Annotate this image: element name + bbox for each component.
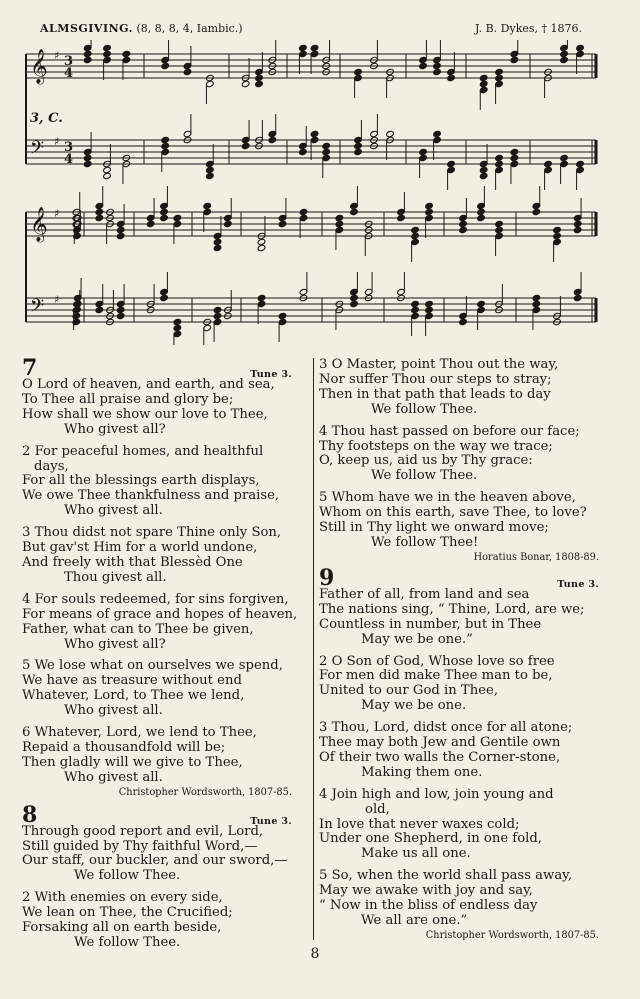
note-head [122,50,131,57]
verse-line: 3 Thou, Lord, didst once for all atone; [319,720,573,736]
note-head [397,214,406,221]
note-head [173,214,182,221]
note-head [459,318,468,325]
verse-line: old, [365,801,390,817]
stanza [319,491,599,551]
verse-line: Of their two walls the Corner-stone, [319,749,561,765]
note-head [532,208,541,215]
verse-line: “ Now in the bliss of endless day [319,898,538,914]
hymn-8 [22,801,292,951]
hymn-9 [319,564,599,942]
note-head [477,300,486,307]
verse-line: For all the blessings earth displays, [22,473,260,489]
note-head [433,62,442,69]
bass-clef: 𝄢 [30,296,45,321]
stanza [319,788,599,863]
verse-line: How shall we show our love to Thee, [22,406,268,422]
stanza [319,358,599,418]
hymn-number: 8 [22,801,38,828]
note-head [161,142,170,149]
stanza [22,726,292,786]
note-head [146,220,155,227]
note-head [576,44,585,51]
note-head [354,148,363,155]
verse-line: For men did make Thee man to be, [319,668,553,684]
verse-line: O Lord of heaven, and earth, and sea, [22,377,275,392]
note-head [553,232,562,239]
note-head [103,50,112,57]
note-head [255,80,264,87]
refrain-line: May we be one.” [361,631,473,647]
treble-clef: 𝄞 [30,207,48,242]
verse-line: Whom on this earth, save Thee, to love? [319,505,587,521]
verse-line: We lean on Thee, the Crucified; [22,905,233,921]
note-head [103,172,112,179]
note-head [173,318,182,325]
verse-line: 4 Join high and low, join young and [319,786,554,802]
note-head [213,306,222,313]
treble-clef: 𝄞 [30,49,48,84]
verse-line: 5 Whom have we in the heaven above, [319,490,576,506]
column-divider [313,358,314,940]
note-head [350,294,359,301]
note-head [553,226,562,233]
note-head [477,208,486,215]
hymn-number: 9 [319,564,335,591]
note-head [206,172,215,179]
note-head [354,68,363,75]
note-head [350,300,359,307]
note-head [411,306,420,313]
verse-line: Still in Thy light we onward move; [319,520,549,536]
tune-name: ALMSGIVING. [40,22,133,35]
note-head [83,50,92,57]
note-head [560,154,569,161]
note-head [447,74,456,81]
verse-line: 2 For peaceful homes, and healthful [22,443,264,459]
verse-line: O, keep us, aid us by Thy grace: [319,453,533,469]
note-head [173,324,182,331]
key-sharp: ♯ [54,49,60,62]
music-score [24,40,600,345]
verse-line: Our staff, our buckler, and our sword,— [22,853,288,869]
note-head [95,208,104,215]
verse-line: Still guided by Thy faithful Word,— [22,838,258,854]
refrain-line: Making them one. [361,764,483,780]
refrain-line: We all are one.” [361,913,468,928]
verse-line: 4 Thou hast passed on before our face; [319,423,580,439]
verse-line: Nor suffer Thou our steps to stray; [319,371,552,387]
verse-line: We owe Thee thankfulness and praise, [22,488,280,504]
note-head [161,62,170,69]
verse-line: days, [34,458,69,474]
note-head [310,44,319,51]
verse-line: 2 With enemies on every side, [22,890,223,906]
verse-line: Countless in number, but in Thee [319,616,542,632]
stanza [319,655,599,715]
meter: (8, 8, 8, 4, Iambic.) [136,22,243,35]
note-head [560,50,569,57]
stanza [22,591,298,653]
time-signature-top: 3 [64,140,74,155]
note-head [354,142,363,149]
note-head [255,74,264,81]
composer: J. B. Dykes, † 1876. [475,22,582,35]
note-head [224,220,233,227]
verse-line: 4 For souls redeemed, for sins forgiven, [22,591,289,607]
note-head [160,294,169,301]
note-head [495,220,504,227]
note-head [213,312,222,319]
verse-line: Forsaking all on earth beside, [22,920,222,936]
verse-line: Through good report and evil, Lord, [22,823,264,839]
verse-line: Thy footsteps on the way we trace; [319,438,553,454]
right-column [319,358,599,942]
note-head [479,80,488,87]
hymn-number: 7 [22,355,38,381]
note-head [573,220,582,227]
note-head [495,74,504,81]
note-head [203,202,212,209]
refrain-line: Who givest all. [64,769,163,785]
note-head [433,68,442,75]
verse-line: Whatever, Lord, to Thee we lend, [22,688,245,704]
note-head [206,166,215,173]
note-head [411,232,420,239]
note-head [299,208,308,215]
verse-line: Then in that path that leads to day [319,386,551,402]
note-head [116,226,125,233]
note-head [183,68,192,75]
time-signature-top: 3 [64,54,74,69]
verse-line: 5 So, when the world shall pass away, [319,868,573,884]
stanza [22,378,292,438]
note-head [532,300,541,307]
key-sharp: ♯ [54,135,60,148]
time-signature-bottom: 4 [64,66,74,81]
note-head [411,226,420,233]
stanza [319,425,599,485]
note-head [322,148,331,155]
verse-line: 6 Whatever, Lord, we lend to Thee, [22,725,257,741]
refrain-line: Who givest all? [64,421,166,437]
refrain-line: We follow Thee! [371,534,479,550]
music-notation [24,40,600,345]
note-head [459,220,468,227]
stanza [319,869,599,929]
note-head [299,148,308,155]
page-header [40,22,582,36]
note-head [241,80,250,87]
key-sharp: ♯ [54,293,60,306]
verse-line: Under one Shepherd, in one fold, [319,831,542,847]
note-head [573,294,582,301]
key-sharp: ♯ [54,207,60,220]
stanza [319,588,599,648]
note-head [116,232,125,239]
verse-line: 3 Thou didst not spare Thine only Son, [22,525,282,541]
note-head [160,208,169,215]
tune-ref: Tune 3. [250,369,292,380]
note-head [299,44,308,51]
note-head [83,56,92,63]
note-head [411,300,420,307]
refrain-line: Who givest all. [64,503,163,519]
note-head [268,136,277,143]
verse-line: Then gladly will we give to Thee, [22,754,243,770]
refrain-line: We follow Thee. [371,468,478,484]
note-head [479,74,488,81]
stanza [319,721,599,781]
note-head [576,160,585,167]
note-head [419,62,428,69]
note-head [433,130,442,137]
verse-line: Repaid a thousandfold will be; [22,739,226,755]
note-head [257,294,266,301]
stanza [22,445,292,520]
hymn-author: Christopher Wordsworth, 1807-85. [425,929,599,941]
note-head [257,244,266,251]
hymn-author: Christopher Wordsworth, 1807-85. [118,786,292,798]
tune-heading [40,22,243,35]
note-head [278,220,287,227]
note-head [95,306,104,313]
refrain-line: Make us all one. [361,846,471,862]
verse-line: But gav'st Him for a world undone, [22,540,258,556]
note-head [459,226,468,233]
note-head [257,238,266,245]
verse-line: 3 O Master, point Thou out the way, [319,357,559,372]
verse-line: Thee may both Jew and Gentile own [319,735,561,751]
left-column [22,355,298,951]
stanza [22,891,292,951]
note-head [544,160,553,167]
note-head [425,202,434,209]
note-head [322,142,331,149]
note-head [419,148,428,155]
note-head [495,160,504,167]
note-head [573,226,582,233]
note-head [479,172,488,179]
note-head [350,208,359,215]
hymn-7 [22,355,298,799]
stanza [22,825,292,885]
refrain-line: We follow Thee. [371,401,478,417]
tune-ref: Tune 3. [250,815,292,827]
refrain-line: Who givest all. [64,703,163,719]
note-head [241,142,250,149]
note-head [335,214,344,221]
tune-mark: 3, C. [30,111,63,126]
refrain-line: We follow Thee. [74,935,181,950]
verse-line: 5 We lose what on ourselves we spend, [22,658,283,674]
stanza [22,526,292,586]
verse-line: May we awake with joy and say, [319,883,533,899]
note-head [335,220,344,227]
hymn-author: Horatius Bonar, 1808-89. [473,551,599,563]
note-head [116,312,125,319]
verse-line: For means of grace and hopes of heaven, [22,606,298,622]
verse-line: To Thee all praise and glory be; [22,391,234,407]
verse-line: Father of all, from land and sea [319,586,530,602]
note-head [278,312,287,319]
page-number: 8 [310,946,320,962]
hymn-8-continued [319,358,599,564]
verse-line: Father, what can to Thee be given, [22,621,254,637]
note-head [495,226,504,233]
note-head [425,300,434,307]
note-head [310,130,319,137]
note-head [510,154,519,161]
note-head [425,306,434,313]
note-head [213,238,222,245]
note-head [510,56,519,63]
note-head [532,294,541,301]
refrain-line: Who givest all? [64,636,166,652]
verse-line: In love that never waxes cold; [319,816,520,832]
note-head [560,56,569,63]
refrain-line: May we be one. [361,698,467,714]
note-head [447,160,456,167]
note-head [83,154,92,161]
note-head [425,208,434,215]
note-head [477,214,486,221]
bass-clef: 𝄢 [30,138,45,163]
verse-line: We have as treasure without end [22,673,242,689]
note-head [83,160,92,167]
note-head [161,136,170,143]
note-head [479,166,488,173]
note-head [95,214,104,221]
verse-line: 2 O Son of God, Whose love so free [319,653,555,669]
refrain-line: Thou givest all. [64,569,167,585]
note-head [116,306,125,313]
time-signature-bottom: 4 [64,152,74,167]
note-head [103,44,112,51]
tune-ref: Tune 3. [557,578,599,590]
note-head [510,148,519,155]
note-head [160,214,169,221]
note-head [213,244,222,251]
stanza [22,659,292,719]
refrain-line: We follow Thee. [74,868,181,884]
verse-line: The nations sing, “ Thine, Lord, are we; [319,601,585,617]
verse-line: And freely with that Blessèd One [22,554,243,570]
note-head [495,154,504,161]
note-head [103,166,112,173]
note-head [386,130,395,137]
note-head [495,68,504,75]
verse-line: United to our God in Thee, [319,683,499,699]
